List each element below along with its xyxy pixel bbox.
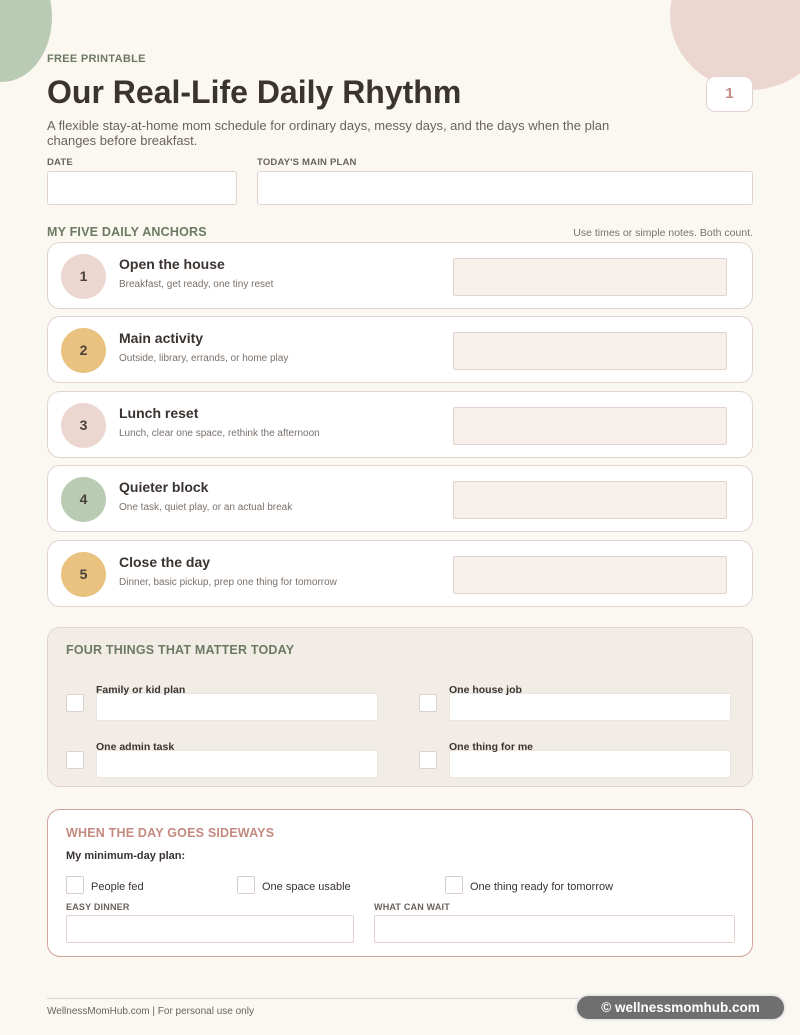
priority-field[interactable]: [449, 693, 731, 721]
sideways-panel: [47, 809, 753, 957]
minimum-check-label: One space usable: [262, 881, 351, 893]
minimum-day-plan-label: My minimum-day plan:: [66, 850, 186, 862]
priority-checkbox[interactable]: [66, 751, 84, 769]
anchor-notes-field[interactable]: [453, 258, 727, 296]
anchor-title: Close the day: [119, 554, 211, 570]
priority-checkbox[interactable]: [419, 751, 437, 769]
sideways-section-title: WHEN THE DAY GOES SIDEWAYS: [66, 826, 275, 840]
minimum-check-label: People fed: [91, 881, 144, 893]
priority-label: One admin task: [96, 741, 175, 753]
footer-text: WellnessMomHub.com | For personal use only: [47, 1006, 254, 1017]
anchor-notes-field[interactable]: [453, 556, 727, 594]
anchor-notes-field[interactable]: [453, 481, 727, 519]
priority-label: One house job: [449, 684, 522, 696]
date-label: DATE: [47, 157, 73, 168]
main-plan-field[interactable]: [257, 171, 753, 205]
priority-label: Family or kid plan: [96, 684, 186, 696]
priority-field[interactable]: [449, 750, 731, 778]
anchor-card: [47, 242, 753, 309]
priority-item: [419, 741, 734, 781]
anchor-notes-field[interactable]: [453, 332, 727, 370]
anchor-number-badge: 4: [61, 477, 106, 522]
anchor-number-badge: 1: [61, 254, 106, 299]
priorities-panel: [47, 627, 753, 787]
anchor-card: [47, 391, 753, 458]
priority-field[interactable]: [96, 750, 378, 778]
page-subtitle: A flexible stay-at-home mom schedule for ordinary days, messy days, and the days when the plan changes before breakfast.: [47, 118, 610, 148]
what-can-wait-field[interactable]: [374, 915, 735, 943]
minimum-checkbox[interactable]: [445, 876, 463, 894]
anchor-title: Open the house: [119, 256, 225, 272]
priority-item: [66, 741, 381, 781]
eyebrow-label: FREE PRINTABLE: [47, 53, 146, 65]
minimum-checkbox[interactable]: [237, 876, 255, 894]
anchor-number-badge: 3: [61, 403, 106, 448]
anchor-subtitle: One task, quiet play, or an actual break: [119, 502, 293, 513]
anchor-number-badge: 2: [61, 328, 106, 373]
priority-label: One thing for me: [449, 741, 533, 753]
anchors-section-title: MY FIVE DAILY ANCHORS: [47, 225, 207, 239]
page-number-badge: 1: [706, 76, 753, 112]
priority-field[interactable]: [96, 693, 378, 721]
anchor-notes-field[interactable]: [453, 407, 727, 445]
anchor-title: Lunch reset: [119, 405, 199, 421]
anchor-card: [47, 316, 753, 383]
anchor-title: Main activity: [119, 330, 204, 346]
anchor-subtitle: Outside, library, errands, or home play: [119, 353, 289, 364]
priority-checkbox[interactable]: [419, 694, 437, 712]
anchor-title: Quieter block: [119, 479, 209, 495]
priority-item: [419, 684, 734, 724]
priorities-section-title: FOUR THINGS THAT MATTER TODAY: [66, 643, 295, 657]
minimum-checkbox[interactable]: [66, 876, 84, 894]
anchor-number-badge: 5: [61, 552, 106, 597]
minimum-check-label: One thing ready for tomorrow: [470, 881, 614, 893]
main-plan-label: TODAY'S MAIN PLAN: [257, 157, 357, 168]
watermark-badge: © wellnessmomhub.com: [575, 994, 786, 1021]
anchor-subtitle: Lunch, clear one space, rethink the afternoon: [119, 428, 320, 439]
easy-dinner-field[interactable]: [66, 915, 354, 943]
anchors-hint: Use times or simple notes. Both count.: [573, 227, 753, 239]
what-can-wait-label: WHAT CAN WAIT: [374, 902, 450, 912]
anchor-subtitle: Dinner, basic pickup, prep one thing for tomorrow: [119, 577, 337, 588]
anchor-card: [47, 465, 753, 532]
decorative-blob-green: [0, 0, 52, 82]
anchor-subtitle: Breakfast, get ready, one tiny reset: [119, 279, 274, 290]
priority-item: [66, 684, 381, 724]
anchor-card: [47, 540, 753, 607]
priority-checkbox[interactable]: [66, 694, 84, 712]
page-title: Our Real-Life Daily Rhythm: [47, 74, 462, 110]
easy-dinner-label: EASY DINNER: [66, 902, 130, 912]
date-field[interactable]: [47, 171, 237, 205]
